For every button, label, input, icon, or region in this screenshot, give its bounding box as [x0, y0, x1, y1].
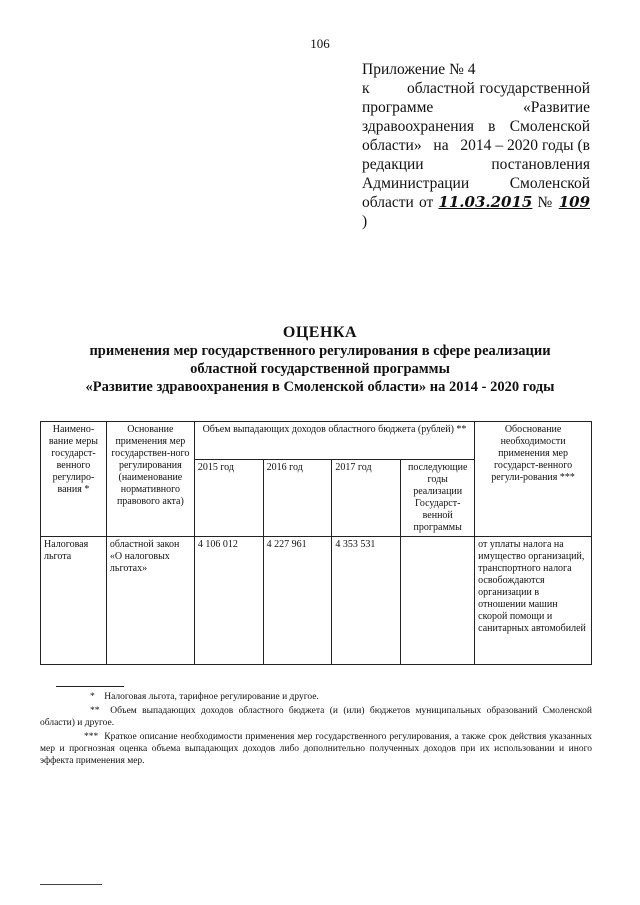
handwritten-number: 109: [558, 193, 591, 211]
number-sign: №: [537, 194, 554, 211]
footnote-1: * Налоговая льгота, тарифное регулирование и другое.: [90, 692, 319, 702]
footnotes: [40, 686, 592, 769]
appendix-line: Администрации Смоленской: [362, 175, 590, 192]
page-number: 106: [310, 36, 330, 51]
cell-2016: 4 227 961: [263, 537, 332, 665]
header-justification: Обоснование необходимости применения мер государст-венного регули-рования ***: [475, 422, 592, 537]
header-later-years: последующие годы реализации Государст-венной программы: [401, 460, 475, 537]
header-2016: 2016 год: [263, 460, 332, 537]
document-title: [0, 324, 640, 396]
appendix-line: редакции постановления: [362, 156, 590, 173]
footnote-3: *** Краткое описание необходимости применения мер государственного регулирования, а также срок действия указанных мер и прогнозная оценка объема выпадающих доходов либо дополнительно полученных доходов при их использовании и иного эффекта применения мер.: [40, 732, 592, 766]
assessment-table: [40, 421, 592, 665]
appendix-line: к областной государственной: [362, 80, 590, 97]
bottom-divider: [40, 884, 102, 885]
appendix-date-prefix: области от: [362, 194, 434, 211]
header-lost-revenue: Объем выпадающих доходов областного бюджета (рублей) **: [194, 422, 474, 460]
closing-paren: ): [362, 213, 368, 230]
footnote-divider: [56, 686, 124, 687]
title-line-3: «Развитие здравоохранения в Смоленской области» на 2014 - 2020 годы: [85, 379, 555, 395]
title-main: ОЦЕНКА: [282, 324, 358, 341]
appendix-line: здравоохранения в Смоленской: [362, 118, 590, 135]
title-line-2: областной государственной программы: [190, 361, 450, 377]
cell-justification: от уплаты налога на имущество организаций, транспортного налога освобождаются организации в отношении машин скорой помощи и санитарных автомобилей: [475, 537, 592, 665]
appendix-line: программе «Развитие: [362, 99, 590, 116]
table-row: [41, 537, 592, 665]
cell-2017: 4 353 531: [332, 537, 401, 665]
header-2017: 2017 год: [332, 460, 401, 537]
footnote-2: ** Объем выпадающих доходов областного бюджета (и (или) бюджетов муниципальных образований Смоленской области) и другое.: [40, 706, 592, 728]
cell-later-years: [401, 537, 475, 665]
header-2015: 2015 год: [194, 460, 263, 537]
title-line-1: применения мер государственного регулирования в сфере реализации: [89, 343, 551, 359]
appendix-last-line: [362, 193, 590, 231]
cell-basis: областной закон «О налоговых льготах»: [106, 537, 194, 665]
header-basis: Основание применения мер государствен-ного регулирования (наименование нормативного правового акта): [106, 422, 194, 537]
cell-2015: 4 106 012: [194, 537, 263, 665]
cell-measure: Налоговая льгота: [41, 537, 107, 665]
appendix-line: области» на 2014 – 2020 годы (в: [362, 137, 590, 154]
appendix-header: [362, 60, 590, 231]
header-measure: Наимено-вание меры государст-венного регулиро-вания *: [41, 422, 107, 537]
handwritten-date: 11.03.2015: [438, 193, 533, 211]
appendix-line: Приложение № 4: [362, 61, 476, 78]
